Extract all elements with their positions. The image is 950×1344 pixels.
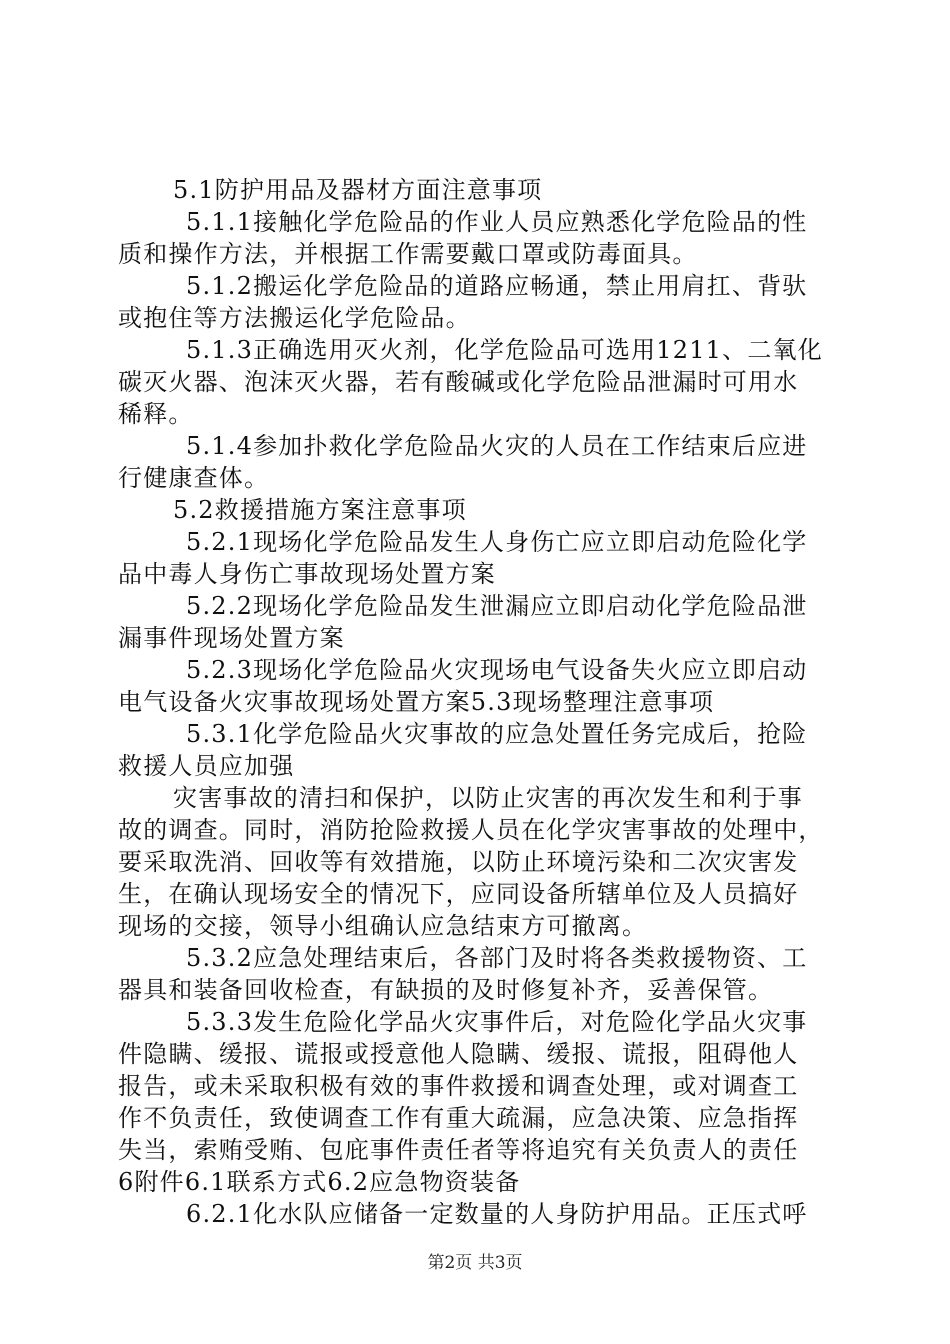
paragraph-line: 行健康查体。 [118, 464, 270, 492]
paragraph-line: 漏事件现场处置方案 [118, 624, 345, 652]
paragraph-line: 5.3.1化学危险品火灾事故的应急处置任务完成后，抢险 [186, 720, 808, 748]
paragraph-line: 报告，或未采取积极有效的事件救援和调查处理，或对调查工 [118, 1072, 799, 1100]
paragraph-line: 生，在确认现场安全的情况下，应同设备所辖单位及人员搞好 [118, 880, 799, 908]
paragraph-line: 稀释。 [118, 400, 194, 428]
paragraph-line: 灾害事故的清扫和保护，以防止灾害的再次发生和利于事 [173, 784, 803, 812]
paragraph-line: 5.1.2搬运化学危险品的道路应畅通，禁止用肩扛、背驮 [186, 272, 808, 300]
paragraph-line: 器具和装备回收检查，有缺损的及时修复补齐，妥善保管。 [118, 976, 774, 1004]
section-heading-5-2: 5.2救援措施方案注意事项 [173, 496, 467, 524]
paragraph-line: 故的调查。同时，消防抢险救援人员在化学灾害事故的处理中， [118, 816, 824, 844]
paragraph-line: 5.1.4参加扑救化学危险品火灾的人员在工作结束后应进 [186, 432, 808, 460]
paragraph-line: 5.3.2应急处理结束后，各部门及时将各类救援物资、工 [186, 944, 808, 972]
paragraph-line: 5.3.3发生危险化学品火灾事件后，对危险化学品火灾事 [186, 1008, 808, 1036]
paragraph-line: 失当，索贿受贿、包庇事件责任者等将追究有关负责人的责任 [118, 1136, 799, 1164]
paragraph-line: 碳灭火器、泡沫灭火器，若有酸碱或化学危险品泄漏时可用水 [118, 368, 799, 396]
document-body [118, 174, 838, 1230]
paragraph-line: 5.2.2现场化学危险品发生泄漏应立即启动化学危险品泄 [186, 592, 808, 620]
paragraph-line: 6.2.1化水队应储备一定数量的人身防护用品。正压式呼 [186, 1200, 808, 1228]
section-heading-5-1: 5.1防护用品及器材方面注意事项 [173, 176, 543, 204]
page-number-footer: 第2页 共3页 [427, 1253, 523, 1273]
paragraph-line: 5.1.3正确选用灭火剂，化学危险品可选用1211、二氧化 [186, 336, 823, 364]
paragraph-line: 要采取洗消、回收等有效措施，以防止环境污染和二次灾害发 [118, 848, 799, 876]
paragraph-line: 质和操作方法，并根据工作需要戴口罩或防毒面具。 [118, 240, 698, 268]
paragraph-line: 5.1.1接触化学危险品的作业人员应熟悉化学危险品的性 [186, 208, 808, 236]
paragraph-line: 5.2.3现场化学危险品火灾现场电气设备失火应立即启动 [186, 656, 808, 684]
paragraph-line: 或抱住等方法搬运化学危险品。 [118, 304, 471, 332]
paragraph-line: 件隐瞒、缓报、谎报或授意他人隐瞒、缓报、谎报，阻碍他人 [118, 1040, 799, 1068]
paragraph-line: 6附件6.1联系方式6.2应急物资装备 [118, 1168, 521, 1196]
paragraph-line: 救援人员应加强 [118, 752, 295, 780]
paragraph-line: 现场的交接，领导小组确认应急结束方可撤离。 [118, 912, 648, 940]
paragraph-line: 5.2.1现场化学危险品发生人身伤亡应立即启动危险化学 [186, 528, 808, 556]
paragraph-line: 电气设备火灾事故现场处置方案5.3现场整理注意事项 [118, 688, 715, 716]
paragraph-line: 作不负责任，致使调查工作有重大疏漏，应急决策、应急指挥 [118, 1104, 799, 1132]
paragraph-line: 品中毒人身伤亡事故现场处置方案 [118, 560, 496, 588]
